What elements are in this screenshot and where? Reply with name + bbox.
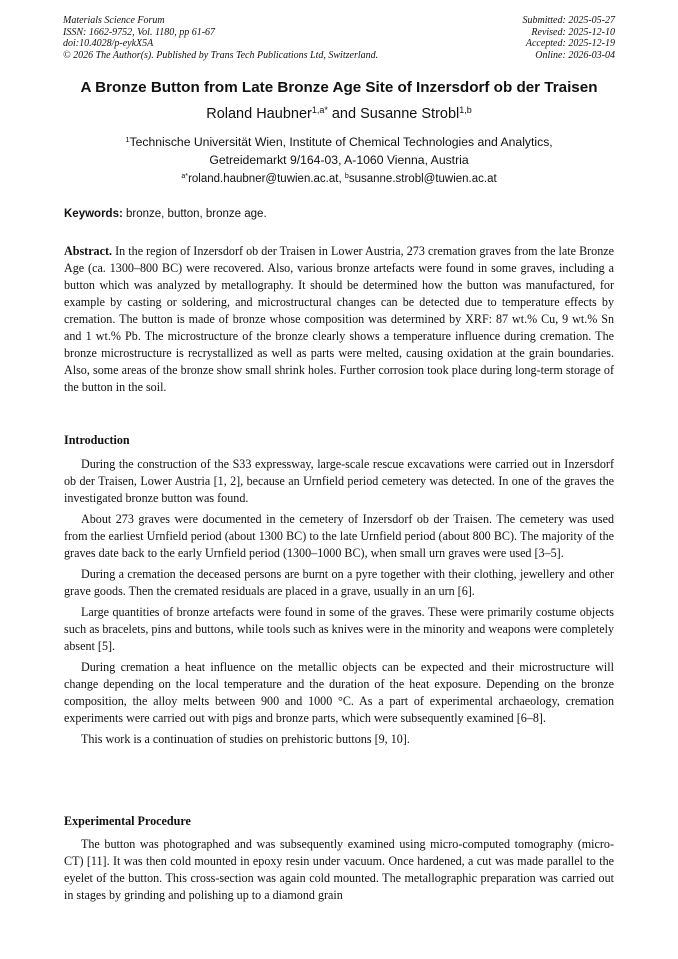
copyright-notice: © 2026 The Author(s). Published by Trans Tech Publications Ltd, Switzerland. [63, 49, 379, 61]
section-heading-experimental: Experimental Procedure [64, 814, 191, 828]
affiliation [0, 133, 678, 169]
author-emails [0, 170, 678, 188]
affiliation-address: Getreidemarkt 9/164-03, A-1060 Vienna, Austria [209, 153, 469, 167]
author-affiliation-mark: 1,a* [311, 105, 328, 116]
journal-doi: doi:10.4028/p-eykX5A [63, 38, 154, 49]
date-submitted: Submitted: 2025-05-27 [522, 15, 615, 26]
author-name: Susanne Strobl [360, 106, 460, 122]
body-paragraph: About 273 graves were documented in the cemetery of Inzersdorf ob der Traisen. The cemetery was used from the earliest Urnfield period (about 1300 BC) to the late Urnfield period (about 800 BC). The majority of the graves date back to the early Urnfield period (1300–1000 BC), when small urn graves were used [3–5]. [64, 512, 614, 560]
email-link[interactable]: susanne.strobl@tuwien.ac.at [348, 173, 497, 185]
journal-issn: ISSN: 1662-9752, Vol. 1180, pp 61-67 [63, 26, 216, 38]
abstract-label: Abstract. [64, 244, 113, 258]
date-accepted: Accepted: 2025-12-19 [525, 38, 615, 49]
experimental-section [64, 836, 614, 904]
keywords [64, 206, 616, 222]
affiliation-text: Technische Universität Wien, Institute of Chemical Technologies and Analytics, [129, 135, 553, 149]
author-name: Roland Haubner [206, 106, 312, 122]
body-paragraph: During a cremation the deceased persons are burnt on a pyre together with their clothing, jewellery and other grave goods. Then the cremated residuals are placed in a grave, usually in an urn [6]. [64, 567, 614, 598]
affiliation-line [0, 133, 678, 151]
author-affiliation-mark: 1,b [459, 105, 472, 116]
email-separator: , [338, 173, 345, 185]
section-heading-introduction: Introduction [64, 433, 130, 447]
paper-title: A Bronze Button from Late Bronze Age Site of Inzersdorf ob der Traisen [80, 79, 598, 96]
introduction-section [64, 456, 614, 752]
date-revised: Revised: 2025-12-10 [531, 26, 615, 38]
date-online: Online: 2026-03-04 [535, 49, 615, 61]
author-conjunction: and [327, 106, 361, 122]
publication-dates [523, 15, 616, 61]
keywords-text: bronze, button, bronze age. [122, 208, 267, 220]
body-paragraph: The button was photographed and was subsequently examined using micro-computed tomography (micro-CT) [11]. It was then cold mounted in epoxy resin under vacuum. Once hardened, a cut was made parallel to the eyelet of the button. This cross-section was again cold mounted. The metallographic preparation was carried out in stages by grinding and polishing up to a diamond grain [64, 837, 614, 902]
journal-info [63, 15, 378, 61]
abstract-text: In the region of Inzersdorf ob der Traisen in Lower Austria, 273 cremation graves from the late Bronze Age (ca. 1300–800 BC) were recovered. Also, various bronze artefacts were found in some graves, including a button which was analyzed by metallography. It should be determined how the button was manufactured, for example by casting or soldering, and microstructural changes can be detected due to temperature effects by cremation. The button is made of bronze whose composition was determined by XRF: 87 wt.% Cu, 9 wt.% Sn and 1 wt.% Pb. The microstructure of the bronze clearly shows a temperature influence during cremation. The bronze microstructure is recrystallized as well as parts were melted, causing oxidation at the grain boundaries. Also, some areas of the bronze show small shrink holes. Further corrosion took place during long-term storage of the button in the soil. [64, 244, 614, 394]
abstract-paragraph [64, 243, 614, 396]
email-mark: a* [181, 172, 189, 181]
keywords-label: Keywords: [64, 208, 123, 220]
body-paragraph: This work is a continuation of studies on prehistoric buttons [9, 10]. [81, 732, 410, 746]
body-paragraph: During cremation a heat influence on the metallic objects can be expected and their microstructure will change depending on the local temperature and the duration of the heat exposure. Depending on the bronze composition, the alloy melts between 900 and 1000 °C. As a part of experimental archaeology, cremation experiments were carried out with pigs and bronze parts, which were subsequently examined [6–8]. [64, 660, 614, 725]
email-mark: b [344, 172, 349, 181]
body-paragraph: Large quantities of bronze artefacts were found in some of the graves. These were primarily costume objects such as bracelets, pins and buttons, while tools such as knives were in the minority and weapons were completely absent [5]. [64, 605, 614, 653]
author-list [0, 104, 678, 124]
journal-name: Materials Science Forum [63, 15, 165, 26]
body-paragraph: During the construction of the S33 expressway, large-scale rescue excavations were carried out in Inzersdorf ob der Traisen, Lower Austria [1, 2], because an Urnfield period cemetery was detected. In one of the graves the investigated bronze button was found. [64, 457, 614, 505]
abstract [64, 243, 614, 396]
email-link[interactable]: roland.haubner@tuwien.ac.at [188, 173, 339, 185]
affiliation-mark: 1 [125, 134, 130, 144]
